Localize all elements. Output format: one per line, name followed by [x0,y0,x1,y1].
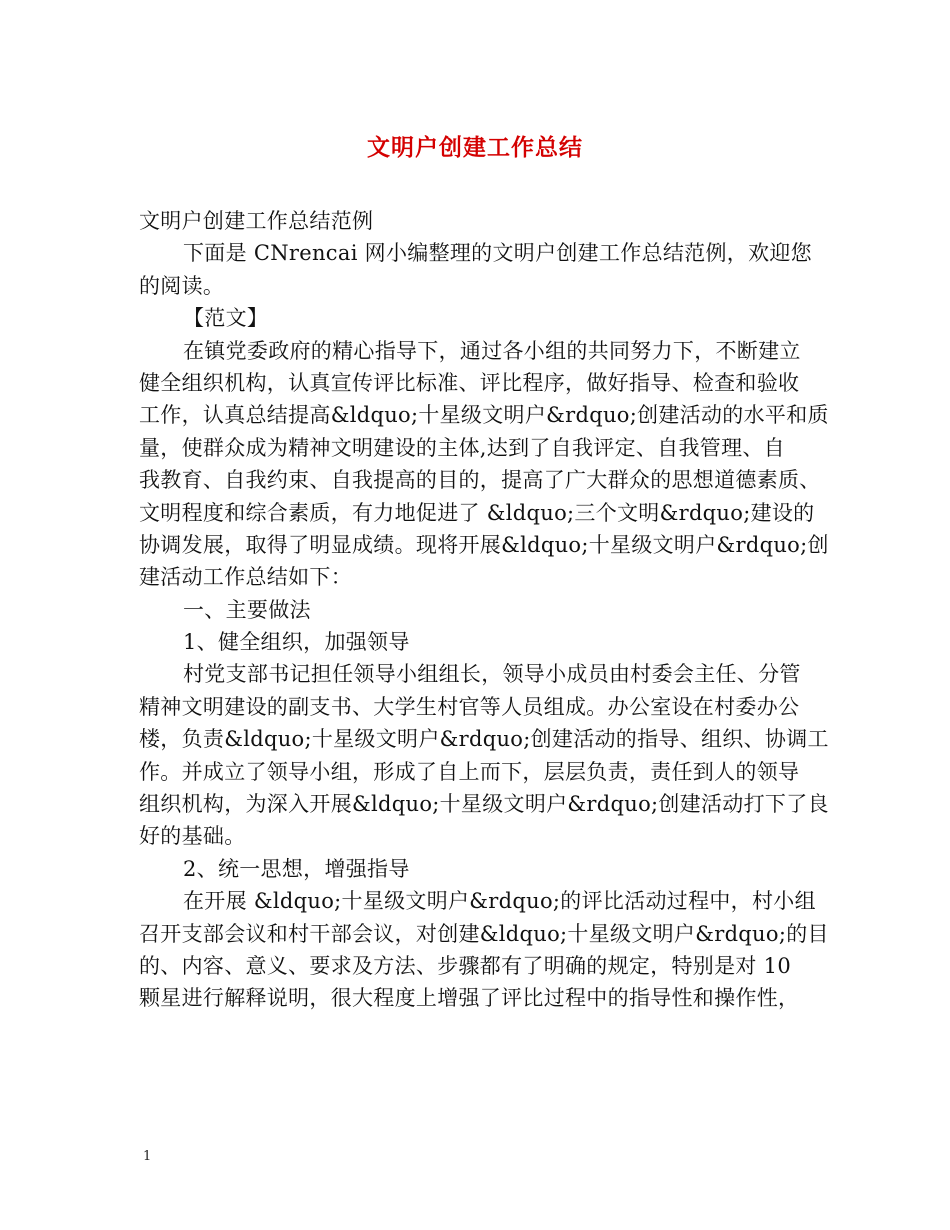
paragraph-line: 村党支部书记担任领导小组组长，领导小成员由村委会主任、分管 [183,662,801,687]
paragraph-line: 的阅读。 [139,273,225,298]
paragraph-line: 组织机构，为深入开展&ldquo;十星级文明户&rdquo;创建活动打下了良 [139,792,829,817]
paragraph-line: 文明程度和综合素质，有力地促进了 &ldquo;三个文明&rdquo;建设的 [139,500,815,525]
subsection-heading: 2、统一思想，增强指导 [183,856,410,881]
paragraph-line: 在镇党委政府的精心指导下，通过各小组的共同努力下，不断建立 [183,338,801,363]
paragraph-line: 楼，负责&ldquo;十星级文明户&rdquo;创建活动的指导、组织、协调工 [139,727,829,752]
paragraph-line: 作。并成立了领导小组，形成了自上而下，层层负责，责任到人的领导 [139,759,800,784]
paragraph-line: 下面是 CNrencai 网小编整理的文明户创建工作总结范例，欢迎您 [183,241,812,266]
paragraph-line: 文明户创建工作总结范例 [139,209,374,233]
paragraph-line: 量，使群众成为精神文明建设的主体,达到了自我评定、自我管理、自 [139,435,785,460]
paragraph-line: 精神文明建设的副支书、大学生村官等人员组成。办公室设在村委办公 [139,694,800,719]
paragraph-line: 在开展 &ldquo;十星级文明户&rdquo;的评比活动过程中，村小组 [183,889,816,914]
paragraph-line: 颗星进行解释说明，很大程度上增强了评比过程中的指导性和操作性， [139,986,800,1011]
paragraph-line: 【范文】 [183,306,269,331]
document-title: 文明户创建工作总结 [367,134,583,161]
paragraph-line: 建活动工作总结如下： [139,565,352,590]
paragraph-line: 工作，认真总结提高&ldquo;十星级文明户&rdquo;创建活动的水平和质 [139,403,829,428]
page-number: 1 [143,1149,152,1164]
paragraph-line: 协调发展，取得了明显成绩。现将开展&ldquo;十星级文明户&rdquo;创 [139,532,829,557]
paragraph-line: 的、内容、意义、要求及方法、步骤都有了明确的规定，特别是对 10 [139,953,791,978]
paragraph-line: 我教育、自我约束、自我提高的目的，提高了广大群众的思想道德素质、 [139,468,821,493]
section-heading: 一、主要做法 [183,597,311,622]
paragraph-line: 健全组织机构，认真宣传评比标准、评比程序，做好指导、检查和验收 [139,370,800,395]
paragraph-line: 好的基础。 [139,824,246,849]
paragraph-line: 召开支部会议和村干部会议，对创建&ldquo;十星级文明户&rdquo;的目 [139,921,829,946]
document-body [139,205,829,1015]
subsection-heading: 1、健全组织，加强领导 [183,630,410,655]
